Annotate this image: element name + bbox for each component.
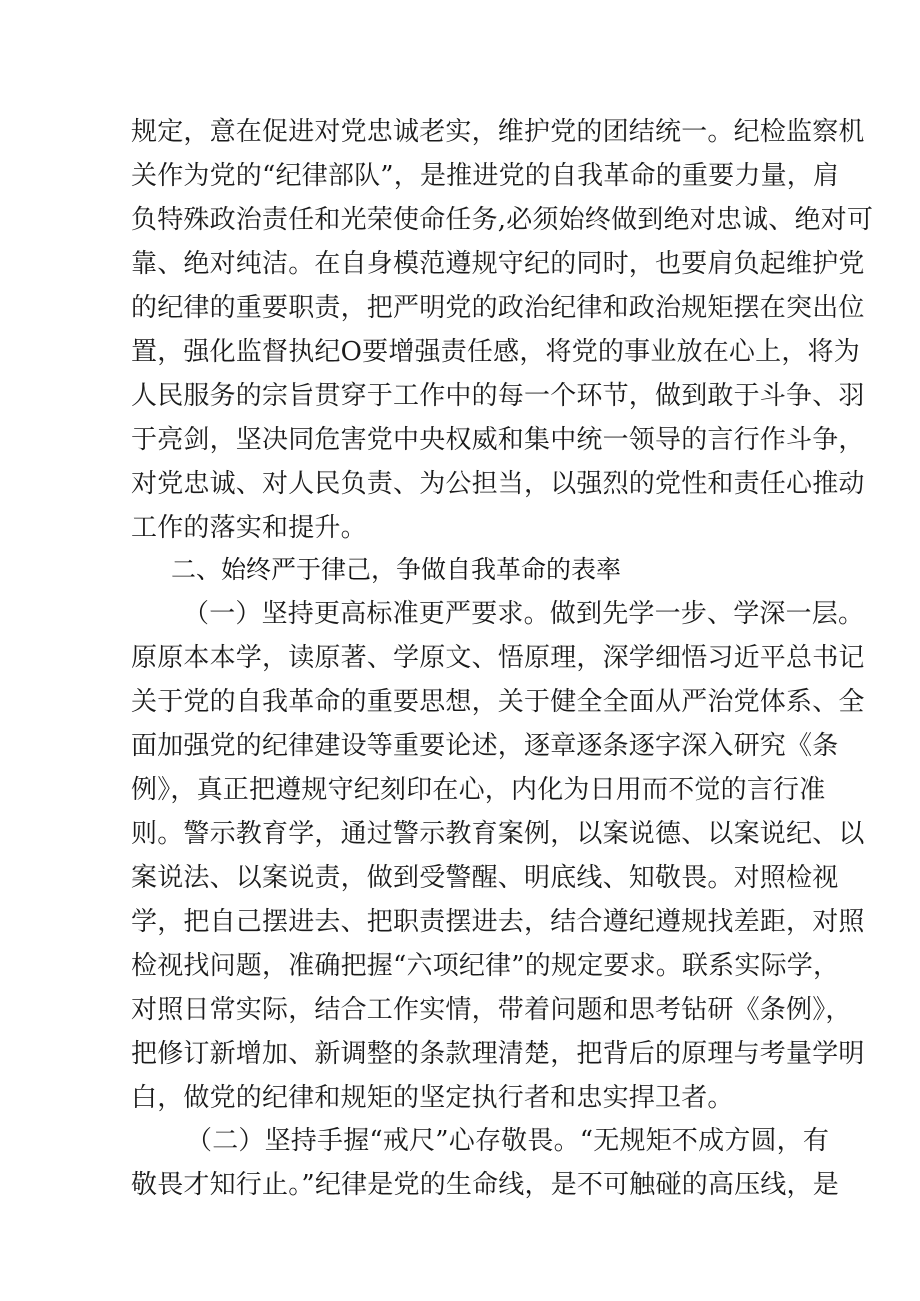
paragraph-line: （二）坚持手握“戒尺”心存敬畏。“无规矩不成方圆，有 — [186, 1126, 830, 1156]
paragraph-line: 工作的落实和提升。 — [131, 513, 367, 543]
paragraph-line: 例》，真正把遵规守纪刻印在心，内化为日用而不觉的言行准 — [131, 775, 826, 805]
paragraph-line: 案说法、以案说责，做到受警醒、明底线、知敬畏。对照检视 — [131, 863, 839, 893]
paragraph-line: 把修订新增加、新调整的条款理清楚，把背后的原理与考量学明 — [131, 1039, 865, 1069]
paragraph-line: 关作为党的“纪律部队”，是推进党的自我革命的重要力量，肩 — [131, 161, 840, 191]
paragraph-line: 则。警示教育学，通过警示教育案例，以案说德、以案说纪、以 — [131, 819, 865, 849]
paragraph-line: 规定，意在促进对党忠诚老实，维护党的团结统一。纪检监察机 — [131, 117, 865, 147]
paragraph-line: 面加强党的纪律建设等重要论述，逐章逐条逐字深入研究《条 — [131, 731, 839, 761]
paragraph-line: 负特殊政治责任和光荣使命任务,必须始终做到绝对忠诚、绝对可 — [131, 205, 874, 235]
paragraph-line: 白，做党的纪律和规矩的坚定执行者和忠实捍卫者。 — [131, 1083, 734, 1113]
paragraph-line: 于亮剑，坚决同危害党中央权威和集中统一领导的言行作斗争， — [131, 425, 865, 455]
paragraph-line: 原原本本学，读原著、学原文、悟原理，深学细悟习近平总书记 — [131, 643, 865, 673]
paragraph-line: 置，强化监督执纪O要增强责任感，将党的事业放在心上，将为 — [131, 337, 860, 367]
paragraph-line: 对党忠诚、对人民负责、为公担当，以强烈的党性和责任心推动 — [131, 469, 865, 499]
paragraph-line: 敬畏才知行止。”纪律是党的生命线，是不可触碰的高压线，是 — [131, 1170, 839, 1200]
section-heading: 二、始终严于律己，争做自我革命的表率 — [171, 555, 622, 584]
paragraph-line: 的纪律的重要职责，把严明党的政治纪律和政治规矩摆在突出位 — [131, 293, 865, 323]
paragraph-line: 人民服务的宗旨贯穿于工作中的每一个环节，做到敢于斗争、羽 — [131, 381, 865, 411]
paragraph-line: 关于党的自我革命的重要思想，关于健全全面从严治党体系、全 — [131, 687, 865, 717]
paragraph-line: 对照日常实际，结合工作实情，带着问题和思考钻研《条例》， — [131, 995, 852, 1025]
paragraph-line: 检视找问题，准确把握“六项纪律”的规定要求。联系实际学， — [131, 951, 840, 981]
paragraph-line: 靠、绝对纯洁。在自身模范遵规守纪的同时，也要肩负起维护党 — [131, 249, 865, 279]
paragraph-line: （一）坚持更高标准更严要求。做到先学一步、学深一层。 — [183, 599, 865, 629]
paragraph-line: 学，把自己摆进去、把职责摆进去，结合遵纪遵规找差距，对照 — [131, 907, 865, 937]
